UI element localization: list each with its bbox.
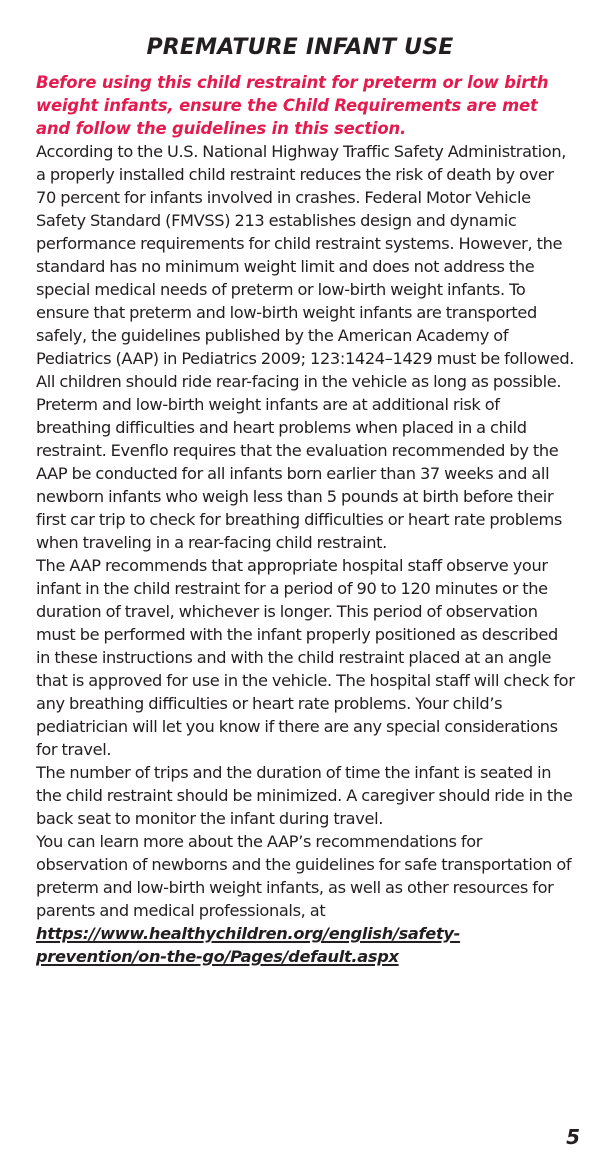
- paragraph-aap-observation: The AAP recommends that appropriate hospital staff observe your infant in the child restraint for a period of 90 to 120 minutes or the duration of travel, whichever is longer. This period of observation must be performed with the infant properly positioned as described in these instructions and with the child restraint placed at an angle that is approved for use in the vehicle. The hospital staff will check for any breathing difficulties or heart rate problems. Your child’s pediatrician will let you know if there are any special considerations for travel.: [36, 556, 575, 759]
- aap-link[interactable]: https://www.healthychildren.org/english/safety-prevention/on-the-go/Pages/default.aspx: [36, 924, 461, 966]
- paragraph-nhtsa: According to the U.S. National Highway Traffic Safety Administration, a properly installed child restraint reduces the risk of death by over 70 percent for infants involved in crashes. Federal Motor Vehicle Safety Standard (FMVSS) 213 establishes design and dynamic performance requirements for child restraint systems. However, the standard has no minimum weight limit and does not address the special medical needs of preterm or low-birth weight infants. To ensure that preterm and low-birth weight infants are transported safely, the guidelines published by the American Academy of Pediatrics (AAP) in Pediatrics 2009; 123:1424–1429 must be followed.: [36, 142, 575, 368]
- paragraph-learn-more: [36, 830, 576, 968]
- warning-text: Before using this child restraint for preterm or low birth weight infants, ensure the Child Requirements are met and follow the guidelines in this section.: [36, 73, 549, 138]
- paragraph-rear-facing: All children should ride rear-facing in the vehicle as long as possible. Preterm and low-birth weight infants are at additional risk of breathing difficulties and heart problems when placed in a child restraint. Evenflo requires that the evaluation recommended by the AAP be conducted for all infants born earlier than 37 weeks and all newborn infants who weigh less than 5 pounds at birth before their first car trip to check for breathing difficulties or heart rate problems when traveling in a rear-facing child restraint.: [36, 372, 562, 552]
- paragraph-trips: The number of trips and the duration of time the infant is seated in the child restraint should be minimized. A caregiver should ride in the back seat to monitor the infant during travel.: [36, 763, 573, 828]
- page-title: PREMATURE INFANT USE: [146, 35, 454, 60]
- learn-more-text: You can learn more about the AAP’s recommendations for observation of newborns and the guidelines for safe transportation of preterm and low-birth weight infants, as well as other resources for parents and medical professionals, at: [36, 832, 572, 920]
- page-number: 5: [566, 1125, 580, 1149]
- content-body: [36, 71, 576, 968]
